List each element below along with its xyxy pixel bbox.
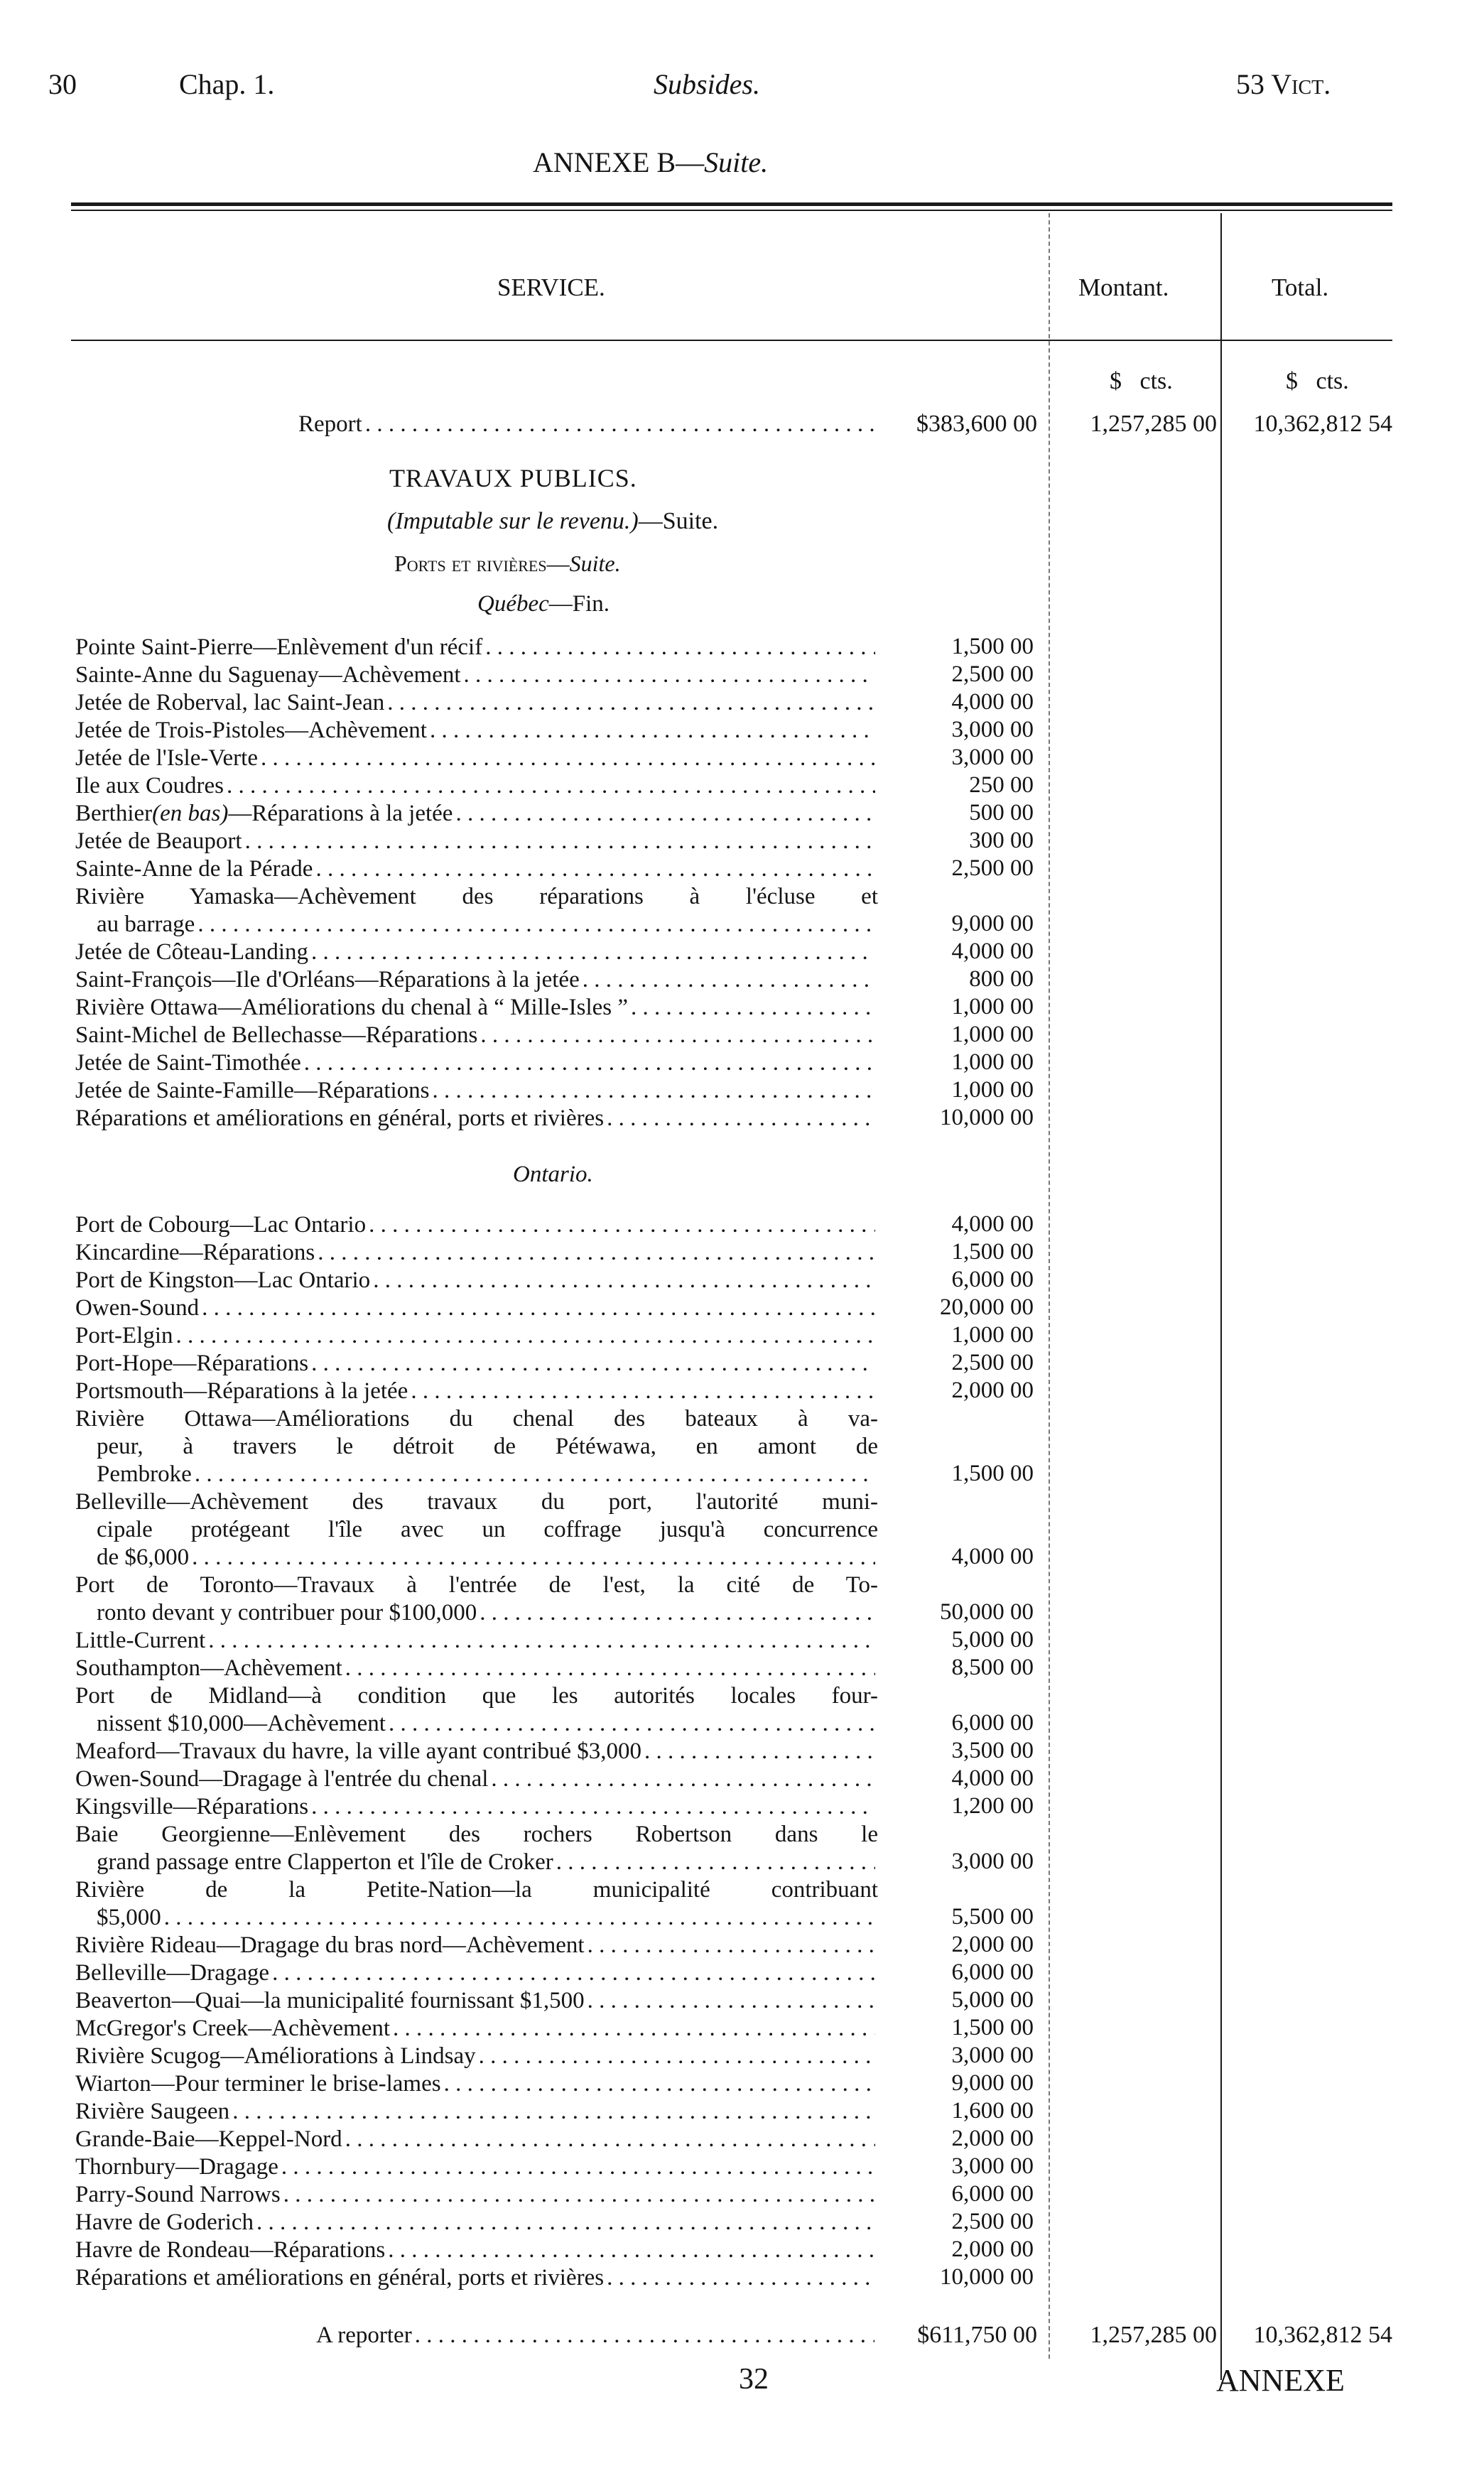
item-amount: 1,200 00 bbox=[951, 1793, 1034, 1819]
annex-title bbox=[533, 146, 768, 179]
page-title: Subsides. bbox=[654, 68, 760, 100]
section-subtitle-rest: —Suite. bbox=[638, 508, 719, 534]
report-row bbox=[298, 411, 878, 438]
annex-title-main: ANNEXE B— bbox=[533, 146, 705, 178]
list-item: Belleville—Achèvement des travaux du port, l'autorité muni- cipale protégeant l'île avec un coffrage jusqu'à concurrence de $6,000 . . . bbox=[75, 1488, 878, 1572]
item-amount: 5,000 00 bbox=[951, 1627, 1034, 1653]
list-item: McGregor's Creek—Achèvement . . . bbox=[75, 2015, 878, 2043]
page-number: 30 bbox=[48, 68, 77, 100]
report-label: Report bbox=[298, 411, 362, 437]
item-amount: 250 00 bbox=[969, 772, 1034, 798]
item-amount: 2,000 00 bbox=[951, 2126, 1034, 2151]
list-item: Rivière Scugog—Améliorations à Lindsay . . . bbox=[75, 2043, 878, 2070]
section-subtitle-italic: (Imputable sur le revenu.) bbox=[387, 508, 639, 534]
list-item: Wiarton—Pour terminer le brise-lames . . . bbox=[75, 2070, 878, 2098]
item-amount: 1,000 00 bbox=[951, 1049, 1034, 1075]
item-amount: 2,500 00 bbox=[951, 855, 1034, 881]
item-amount: 3,000 00 bbox=[951, 717, 1034, 742]
list-item: Havre de Goderich . . . bbox=[75, 2209, 878, 2237]
item-amount: 3,000 00 bbox=[951, 1849, 1034, 1874]
ports-label: Ports et rivières— bbox=[394, 551, 570, 576]
list-item: Belleville—Dragage . . . bbox=[75, 1959, 878, 1987]
list-item: Rivière Ottawa—Améliorations du chenal à “ Mille-Isles ” . . . bbox=[75, 994, 878, 1022]
section-title: TRAVAUX PUBLICS. bbox=[389, 464, 637, 492]
item-amount: 3,000 00 bbox=[951, 745, 1034, 770]
item-amount: 20,000 00 bbox=[940, 1294, 1034, 1320]
item-amount: 3,000 00 bbox=[951, 2043, 1034, 2068]
list-item: Rivière Saugeen . . . bbox=[75, 2098, 878, 2126]
list-item: Réparations et améliorations en général, ports et rivières . . . bbox=[75, 1105, 878, 1132]
list-item: Saint-François—Ile d'Orléans—Réparations à la jetée . . . bbox=[75, 966, 878, 994]
list-item: Thornbury—Dragage . . . bbox=[75, 2153, 878, 2181]
reporter-row bbox=[316, 2322, 877, 2349]
list-item: Rivière de la Petite-Nation—la municipalité contribuant $5,000 . . . bbox=[75, 1876, 878, 1932]
list-item: Port de Midland—à condition que les autorités locales four- nissent $10,000—Achèvement . . . bbox=[75, 1682, 878, 1738]
ontario-heading: Ontario. bbox=[513, 1162, 593, 1187]
item-amount: 1,000 00 bbox=[951, 994, 1034, 1019]
signature-mark: 32 bbox=[739, 2363, 769, 2396]
item-amount: 4,000 00 bbox=[951, 939, 1034, 964]
list-item: Rivière Ottawa—Améliorations du chenal des bateaux à va- peur, à travers le détroit de Pétéwawa, en amont de Pembroke . . . bbox=[75, 1405, 878, 1488]
report-amount: $383,600 00 bbox=[916, 411, 1037, 437]
item-amount: 1,500 00 bbox=[951, 1461, 1034, 1486]
item-amount: 300 00 bbox=[969, 828, 1034, 853]
item-amount: 4,000 00 bbox=[951, 1765, 1034, 1791]
list-item: Port de Toronto—Travaux à l'entrée de l'est, la cité de To- ronto devant y contribuer pour $100,000 . . . bbox=[75, 1572, 878, 1627]
list-item: Parry-Sound Narrows . . . bbox=[75, 2181, 878, 2209]
item-amount: 1,500 00 bbox=[951, 634, 1034, 659]
item-amount: 2,000 00 bbox=[951, 2237, 1034, 2262]
item-amount: 2,500 00 bbox=[951, 2209, 1034, 2234]
montant-column-divider bbox=[1220, 213, 1222, 2380]
list-item: Kingsville—Réparations . . . bbox=[75, 1793, 878, 1821]
list-item: Kincardine—Réparations . . . bbox=[75, 1239, 878, 1267]
item-amount: 4,000 00 bbox=[951, 1544, 1034, 1569]
item-amount: 10,000 00 bbox=[940, 2264, 1034, 2290]
currency-total: $ cts. bbox=[1286, 368, 1349, 394]
reporter-montant: 1,257,285 00 bbox=[1090, 2322, 1217, 2348]
list-item: Meaford—Travaux du havre, la ville ayant contribué $3,000 . . . bbox=[75, 1738, 878, 1765]
montant-header: Montant. bbox=[1078, 274, 1169, 301]
list-item: Jetée de Beauport . . . bbox=[75, 828, 878, 855]
list-item: Grande-Baie—Keppel-Nord . . . bbox=[75, 2126, 878, 2153]
reporter-amount: $611,750 00 bbox=[917, 2322, 1037, 2348]
item-amount: 1,500 00 bbox=[951, 1239, 1034, 1265]
currency-montant: $ cts. bbox=[1110, 368, 1173, 394]
item-amount: 2,000 00 bbox=[951, 1932, 1034, 1957]
list-item: Beaverton—Quai—la municipalité fournissant $1,500 . . . bbox=[75, 1987, 878, 2015]
list-item: Owen-Sound . . . bbox=[75, 1294, 878, 1322]
item-amount: 5,500 00 bbox=[951, 1904, 1034, 1930]
item-amount: 6,000 00 bbox=[951, 1267, 1034, 1292]
item-amount: 9,000 00 bbox=[951, 2070, 1034, 2096]
list-item: Owen-Sound—Dragage à l'entrée du chenal . . . bbox=[75, 1765, 878, 1793]
item-amount: 1,000 00 bbox=[951, 1077, 1034, 1103]
item-amount: 3,500 00 bbox=[951, 1738, 1034, 1763]
list-item: Sainte-Anne de la Pérade . . . bbox=[75, 855, 878, 883]
quebec-label: Québec bbox=[477, 591, 549, 617]
list-item: Jetée de Roberval, lac Saint-Jean . . . bbox=[75, 689, 878, 717]
list-item: Portsmouth—Réparations à la jetée . . . bbox=[75, 1378, 878, 1405]
regnal-year: 53 Vict. bbox=[1236, 68, 1331, 100]
header-rule-thick bbox=[71, 202, 1392, 206]
list-item: Baie Georgienne—Enlèvement des rochers Robertson dans le grand passage entre Clapperton et l'île de Croker . . . bbox=[75, 1821, 878, 1876]
item-amount: 6,000 00 bbox=[951, 2181, 1034, 2207]
item-amount: 10,000 00 bbox=[940, 1105, 1034, 1130]
list-item: Jetée de l'Isle-Verte . . . bbox=[75, 745, 878, 772]
item-amount: 2,000 00 bbox=[951, 1378, 1034, 1403]
reporter-label: A reporter bbox=[316, 2322, 412, 2348]
list-item: Southampton—Achèvement . . . bbox=[75, 1655, 878, 1682]
list-item: Little-Current . . . bbox=[75, 1627, 878, 1655]
item-amount: 1,600 00 bbox=[951, 2098, 1034, 2124]
service-header: SERVICE. bbox=[497, 274, 605, 301]
list-item: Port-Elgin . . . bbox=[75, 1322, 878, 1350]
item-amount: 1,000 00 bbox=[951, 1322, 1034, 1348]
list-item: Réparations et améliorations en général, ports et rivières . . . bbox=[75, 2264, 878, 2292]
annex-title-suffix: Suite. bbox=[704, 146, 769, 178]
item-amount: 50,000 00 bbox=[940, 1599, 1034, 1625]
section-subtitle bbox=[387, 508, 718, 535]
list-item: Port de Kingston—Lac Ontario . . . bbox=[75, 1267, 878, 1294]
total-header: Total. bbox=[1272, 274, 1329, 301]
quebec-heading bbox=[477, 591, 610, 617]
catchword: ANNEXE bbox=[1216, 2363, 1345, 2398]
item-amount: 4,000 00 bbox=[951, 1211, 1034, 1237]
list-item: Sainte-Anne du Saguenay—Achèvement . . . bbox=[75, 661, 878, 689]
item-amount: 800 00 bbox=[969, 966, 1034, 992]
report-total: 10,362,812 54 bbox=[1253, 411, 1392, 437]
item-amount: 2,500 00 bbox=[951, 661, 1034, 687]
item-amount: 6,000 00 bbox=[951, 1959, 1034, 1985]
list-item: Jetée de Saint-Timothée . . . bbox=[75, 1049, 878, 1077]
ports-suite: Suite. bbox=[569, 551, 621, 576]
list-item: Jetée de Sainte-Famille—Réparations . . . bbox=[75, 1077, 878, 1105]
list-item: Port-Hope—Réparations . . . bbox=[75, 1350, 878, 1378]
item-amount: 9,000 00 bbox=[951, 911, 1034, 936]
item-amount: 4,000 00 bbox=[951, 689, 1034, 715]
list-item: Pointe Saint-Pierre—Enlèvement d'un récif . . . bbox=[75, 634, 878, 661]
list-item: Port de Cobourg—Lac Ontario . . . bbox=[75, 1211, 878, 1239]
item-amount: 5,000 00 bbox=[951, 1987, 1034, 2013]
quebec-suffix: —Fin. bbox=[548, 591, 610, 617]
list-item: Berthier (en bas) —Réparations à la jetée . . . bbox=[75, 800, 878, 828]
item-amount: 2,500 00 bbox=[951, 1350, 1034, 1375]
amount-column-divider bbox=[1049, 213, 1050, 2359]
chapter-label: Chap. 1. bbox=[179, 68, 275, 100]
list-item: Rivière Yamaska—Achèvement des réparations à l'écluse et au barrage . . . bbox=[75, 883, 878, 939]
report-montant: 1,257,285 00 bbox=[1090, 411, 1217, 437]
item-amount: 3,000 00 bbox=[951, 2153, 1034, 2179]
item-amount: 500 00 bbox=[969, 800, 1034, 826]
list-item: Jetée de Trois-Pistoles—Achèvement . . . bbox=[75, 717, 878, 745]
item-amount: 1,000 00 bbox=[951, 1022, 1034, 1047]
ports-heading bbox=[394, 551, 621, 577]
list-item: Havre de Rondeau—Réparations . . . bbox=[75, 2237, 878, 2264]
header-rule-thin bbox=[71, 210, 1392, 211]
table-header-rule bbox=[71, 340, 1392, 341]
list-item: Jetée de Côteau-Landing . . . bbox=[75, 939, 878, 966]
item-amount: 1,500 00 bbox=[951, 2015, 1034, 2040]
list-item: Ile aux Coudres . . . bbox=[75, 772, 878, 800]
list-item: Rivière Rideau—Dragage du bras nord—Achèvement . . . bbox=[75, 1932, 878, 1959]
item-amount: 6,000 00 bbox=[951, 1710, 1034, 1736]
item-amount: 8,500 00 bbox=[951, 1655, 1034, 1680]
list-item: Saint-Michel de Bellechasse—Réparations . . . bbox=[75, 1022, 878, 1049]
reporter-total: 10,362,812 54 bbox=[1253, 2322, 1392, 2348]
